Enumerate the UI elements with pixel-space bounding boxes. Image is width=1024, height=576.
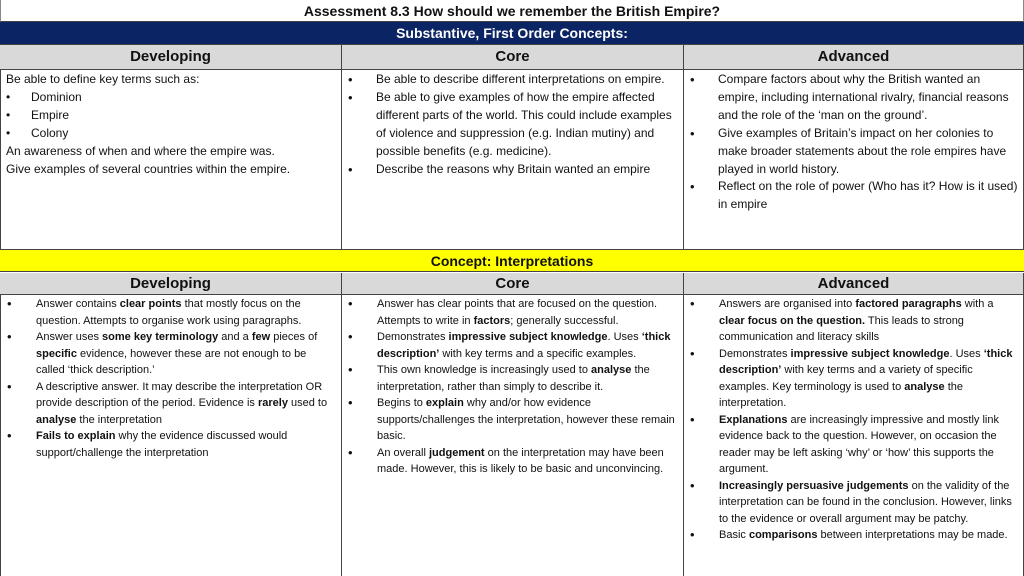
criteria-text: Basic <box>719 529 749 541</box>
criteria-text: An overall <box>377 446 429 459</box>
criteria-text: pieces of <box>270 331 318 343</box>
criteria-text: An awareness of when and where the empire was. <box>6 143 275 158</box>
emphasis-text: Explanations <box>719 413 788 426</box>
column-header-developing: Developing <box>0 45 342 69</box>
criteria-text: Answer has clear points that are focused on the question. Attempts to write in <box>377 298 658 327</box>
emphasis-text: ‘thick description’ <box>377 331 671 360</box>
criteria-item <box>689 296 1019 346</box>
emphasis-text: analyse <box>591 364 632 376</box>
criteria-item <box>6 329 337 379</box>
criteria-item <box>689 346 1019 412</box>
emphasis-text: analyse <box>904 380 945 393</box>
criteria-text: Dominion <box>31 89 82 104</box>
criteria-item: • Be able to give examples of how the empire affected different parts of the world. This could include examples of violence and suppression (e.g. Indian mutiny) and possible benefits (e.g. medicine). <box>347 89 679 161</box>
criteria-text: evidence, however these are not enough to be called ‘thick description.’ <box>36 347 307 376</box>
criteria-text: Answer uses <box>36 331 103 343</box>
criteria-line <box>6 107 337 125</box>
criteria-item <box>347 296 679 329</box>
bullet-icon: • <box>6 89 11 104</box>
emphasis-text: ‘thick description’ <box>719 347 1013 376</box>
emphasis-text: judgement <box>428 446 485 459</box>
criteria-text: Demonstrates <box>719 347 791 360</box>
criteria-text: . Uses <box>949 347 984 360</box>
criteria-line <box>6 71 337 89</box>
criteria-item: • Give examples of Britain’s impact on her colonies to make broader statements about the role empires have played in world history. <box>689 125 1019 179</box>
criteria-text: the interpretation <box>76 413 162 426</box>
section1-developing-cell <box>0 70 342 249</box>
criteria-text: why and/or how evidence supports/challenges the interpretation, however these remain basic. <box>377 397 675 442</box>
criteria-text: the interpretation. <box>719 380 963 409</box>
criteria-text: with key terms and a specific examples. <box>439 347 637 360</box>
criteria-item <box>347 445 679 478</box>
section1-content-row <box>0 70 1024 249</box>
section-band-substantive: Substantive, First Order Concepts: <box>0 22 1024 45</box>
criteria-text: This own knowledge is increasingly used to <box>377 364 592 376</box>
section-band-interpretations: Concept: Interpretations <box>0 249 1024 272</box>
column-header-core: Core <box>342 45 684 69</box>
column-header-advanced: Advanced <box>684 45 1024 69</box>
criteria-text: Colony <box>31 125 69 140</box>
section1-core-cell <box>342 70 684 249</box>
criteria-text: Begins to <box>377 397 426 409</box>
criteria-text: between interpretations may be made. <box>817 529 1008 541</box>
criteria-text: used to <box>287 397 328 409</box>
criteria-line <box>6 143 337 161</box>
criteria-item <box>347 395 679 445</box>
criteria-text: with key terms and a variety of specific examples. Key terminology is used to <box>719 364 973 393</box>
criteria-text: ; generally successful. <box>510 314 619 327</box>
criteria-item <box>689 412 1019 478</box>
criteria-text: are increasingly impressive and mostly link evidence back to the question. However, on occasion the reader may be left asking ‘why’ or ‘how’ this supports the argument. <box>719 413 999 475</box>
criteria-text: This leads to strong communication and literacy skills <box>719 314 964 343</box>
emphasis-text: some key terminology <box>102 331 219 343</box>
criteria-text: the interpretation, rather than simply to describe it. <box>377 364 650 393</box>
section2-content-row <box>0 295 1024 576</box>
criteria-text: on the interpretation may have been made. However, this is likely to be basic and unconvincing. <box>377 446 664 475</box>
criteria-item <box>689 527 1019 544</box>
column-header-advanced: Advanced <box>684 273 1024 294</box>
criteria-text: A descriptive answer. It may describe the interpretation OR provide description of the period. Evidence is <box>36 380 323 409</box>
criteria-text: on the validity of the interpretation can be found in the conclusion. However, links to the evidence or overall argument may be patchy. <box>719 479 1012 525</box>
emphasis-text: comparisons <box>748 529 818 541</box>
emphasis-text: Increasingly persuasive judgements <box>719 479 909 492</box>
page-title: Assessment 8.3 How should we remember the British Empire? <box>0 0 1024 22</box>
criteria-item <box>6 379 337 429</box>
criteria-item: • Compare factors about why the British wanted an empire, including international rivalry, financial reasons and the role of the ‘man on the ground’. <box>689 71 1019 125</box>
emphasis-text: factored paragraphs <box>855 298 962 310</box>
criteria-text: Answer contains <box>36 298 120 310</box>
criteria-item <box>347 329 679 362</box>
section2-advanced-cell <box>684 295 1024 576</box>
emphasis-text: clear focus on the question. <box>719 314 866 327</box>
criteria-item <box>6 296 337 329</box>
criteria-item: • Describe the reasons why Britain wanted an empire <box>347 161 679 179</box>
emphasis-text: Fails to explain <box>36 430 116 442</box>
emphasis-text: specific <box>36 347 77 360</box>
emphasis-text: explain <box>425 397 464 409</box>
emphasis-text: impressive subject knowledge <box>448 331 608 343</box>
bullet-icon: • <box>6 125 11 140</box>
criteria-text: and a <box>218 331 252 343</box>
criteria-text: Give examples of several countries within the empire. <box>6 161 291 176</box>
criteria-text: that mostly focus on the question. Attempts to organise work using paragraphs. <box>36 298 302 327</box>
section1-advanced-cell <box>684 70 1024 249</box>
criteria-line <box>6 161 337 179</box>
column-header-developing: Developing <box>0 273 342 294</box>
emphasis-text: factors <box>473 314 511 327</box>
section1-header-row <box>0 45 1024 70</box>
section2-developing-cell <box>0 295 342 576</box>
emphasis-text: rarely <box>257 397 288 409</box>
section2-core-cell <box>342 295 684 576</box>
criteria-text: Empire <box>31 107 70 122</box>
criteria-item: • Be able to describe different interpretations on empire. <box>347 71 679 89</box>
criteria-item <box>689 478 1019 528</box>
criteria-text: Be able to define key terms such as: <box>6 72 200 86</box>
criteria-line <box>6 125 337 143</box>
criteria-text: . Uses <box>607 331 642 343</box>
criteria-item <box>347 362 679 395</box>
emphasis-text: impressive subject knowledge <box>790 347 950 360</box>
criteria-text: why the evidence discussed would support/challenge the interpretation <box>36 430 288 459</box>
emphasis-text: analyse <box>36 413 77 426</box>
criteria-text: Demonstrates <box>377 331 449 343</box>
emphasis-text: few <box>251 331 271 343</box>
section2-header-row <box>0 273 1024 295</box>
criteria-item <box>6 428 337 461</box>
criteria-text: Answers are organised into <box>719 298 856 310</box>
criteria-item: • Reflect on the role of power (Who has it? How is it used) in empire <box>689 178 1019 214</box>
bullet-icon: • <box>6 107 11 122</box>
emphasis-text: clear points <box>119 298 182 310</box>
column-header-core: Core <box>342 273 684 294</box>
criteria-line <box>6 89 337 107</box>
criteria-text: with a <box>961 298 994 310</box>
